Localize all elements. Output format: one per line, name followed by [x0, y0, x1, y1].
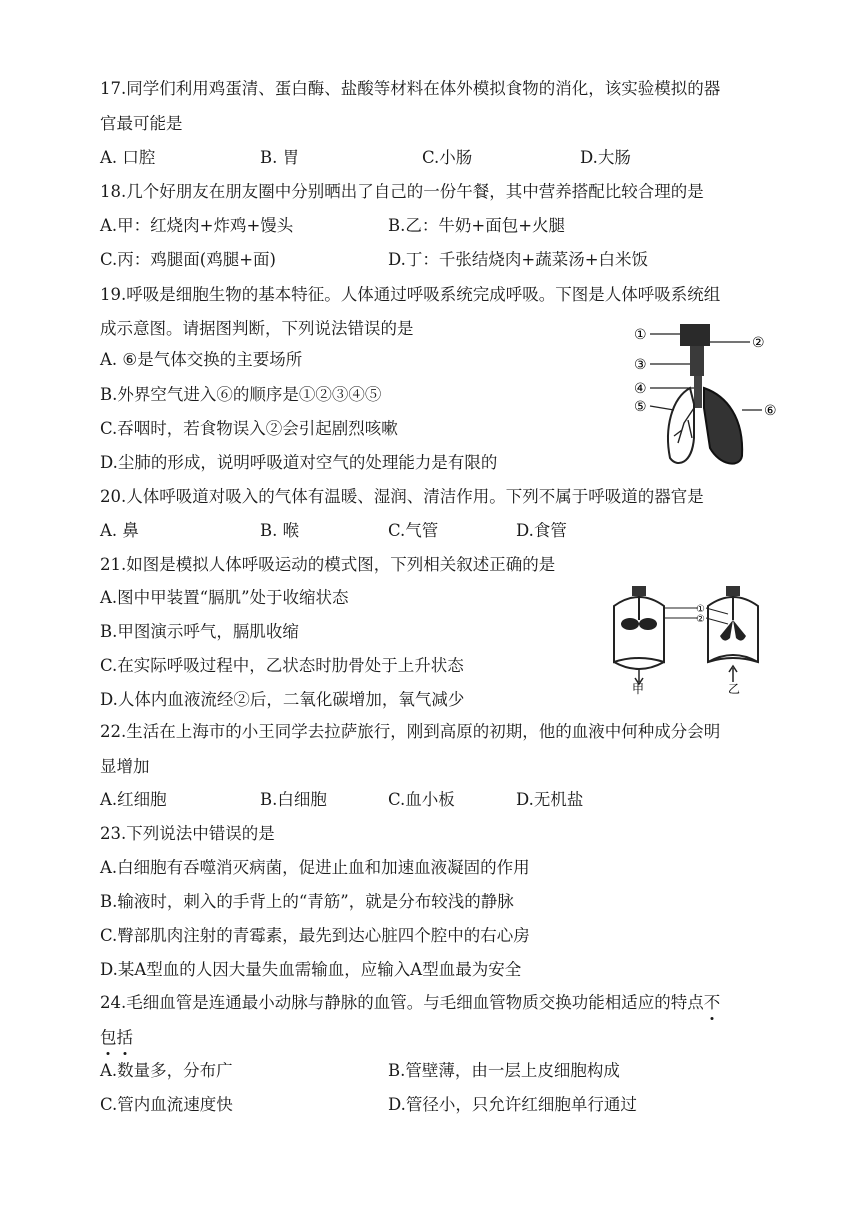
respiratory-system-figure — [632, 318, 782, 470]
q22-option-d: D.无机盐 — [516, 790, 584, 809]
figure-label-4: ④ — [634, 381, 647, 397]
model-label-yi: 乙 — [728, 682, 741, 696]
q23-option-b: B.输液时，刺入的手背上的“青筋”，就是分布较浅的静脉 — [100, 892, 514, 911]
q19-option-d: D.尘肺的形成，说明呼吸道对空气的处理能力是有限的 — [100, 453, 498, 472]
q17-option-c: C.小肠 — [422, 148, 473, 167]
q18-option-c: C.丙：鸡腿面(鸡腿+面) — [100, 250, 276, 269]
q17-option-b: B. 胃 — [260, 148, 300, 167]
q24-emphasis-1: 不 — [703, 993, 721, 1012]
figure-label-3: ③ — [634, 357, 647, 373]
q20-stem: 20.人体呼吸道对吸入的气体有温暖、湿润、清洁作用。下列不属于呼吸道的器官是 — [100, 487, 704, 506]
q18-stem: 18.几个好朋友在朋友圈中分别晒出了自己的一份午餐，其中营养搭配比较合理的是 — [100, 182, 704, 201]
q23-stem: 23.下列说法中错误的是 — [100, 824, 275, 843]
q19-option-b: B.外界空气进入⑥的顺序是①②③④⑤ — [100, 385, 382, 404]
q21-option-b: B.甲图演示呼气，膈肌收缩 — [100, 622, 299, 641]
q24-option-d: D.管径小，只允许红细胞单行通过 — [388, 1095, 637, 1114]
q21-option-d: D.人体内血液流经②后，二氧化碳增加，氧气减少 — [100, 690, 465, 709]
q23-option-d: D.某A型血的人因大量失血需输血，应输入A型血最为安全 — [100, 960, 522, 979]
q21-option-a: A.图中甲装置“膈肌”处于收缩状态 — [100, 588, 349, 607]
q24-emphasis-2: 包 — [100, 1028, 117, 1047]
q24-stem-line-2 — [100, 1028, 133, 1048]
q24-option-b: B.管壁薄，由一层上皮细胞构成 — [388, 1061, 620, 1080]
q24-emphasis-3: 括 — [116, 1028, 133, 1047]
q21-stem: 21.如图是模拟人体呼吸运动的模式图，下列相关叙述正确的是 — [100, 555, 556, 574]
q20-option-a: A. 鼻 — [100, 521, 139, 540]
jar-yi — [708, 586, 758, 682]
model-label-1: ① — [696, 604, 705, 615]
q17-stem-line-2: 官最可能是 — [100, 114, 183, 133]
q17-option-d: D.大肠 — [580, 148, 631, 167]
q18-option-b: B.乙：牛奶+面包+火腿 — [388, 216, 566, 235]
q17-option-a: A. 口腔 — [100, 148, 156, 167]
figure-label-1: ① — [634, 327, 647, 343]
q19-option-a: A. ⑥是气体交换的主要场所 — [100, 350, 303, 369]
q19-stem-line-1: 19.呼吸是细胞生物的基本特征。人体通过呼吸系统完成呼吸。下图是人体呼吸系统组 — [100, 285, 721, 304]
q24-stem-line-1 — [100, 993, 720, 1013]
q18-option-a: A.甲：红烧肉+炸鸡+馒头 — [100, 216, 294, 235]
model-label-jia: 甲 — [632, 682, 645, 696]
q18-option-d: D.丁：千张结烧肉+蔬菜汤+白米饭 — [388, 250, 649, 269]
q19-stem-line-2: 成示意图。请据图判断，下列说法错误的是 — [100, 319, 414, 338]
q21-option-c: C.在实际呼吸过程中，乙状态时肋骨处于上升状态 — [100, 656, 464, 675]
q23-option-a: A.白细胞有吞噬消灭病菌，促进止血和加速血液凝固的作用 — [100, 858, 530, 877]
q20-option-d: D.食管 — [516, 521, 567, 540]
q24-option-a: A.数量多，分布广 — [100, 1061, 233, 1080]
figure-label-5: ⑤ — [634, 399, 647, 415]
q24-stem-text: 24.毛细血管是连通最小动脉与静脉的血管。与毛细血管物质交换功能相适应的特点 — [100, 993, 704, 1012]
q17-stem-line-1: 17.同学们利用鸡蛋清、蛋白酶、盐酸等材料在体外模拟食物的消化，该实验模拟的器 — [100, 79, 721, 98]
figure-label-2: ② — [752, 335, 765, 351]
q22-option-a: A.红细胞 — [100, 790, 167, 809]
q20-option-b: B. 喉 — [260, 521, 300, 540]
q22-option-c: C.血小板 — [388, 790, 455, 809]
q22-stem-line-2: 显增加 — [100, 757, 150, 776]
q20-option-c: C.气管 — [388, 521, 439, 540]
q23-option-c: C.臀部肌肉注射的青霉素，最先到达心脏四个腔中的右心房 — [100, 926, 530, 945]
model-label-2: ② — [696, 614, 705, 625]
breathing-model-figure — [606, 584, 776, 696]
jar-jia — [614, 586, 664, 684]
q22-option-b: B.白细胞 — [260, 790, 327, 809]
q24-option-c: C.管内血流速度快 — [100, 1095, 233, 1114]
figure-label-6: ⑥ — [764, 403, 777, 419]
q22-stem-line-1: 22.生活在上海市的小王同学去拉萨旅行，刚到高原的初期，他的血液中何种成分会明 — [100, 722, 721, 741]
q19-option-c: C.吞咽时，若食物误入②会引起剧烈咳嗽 — [100, 419, 398, 438]
